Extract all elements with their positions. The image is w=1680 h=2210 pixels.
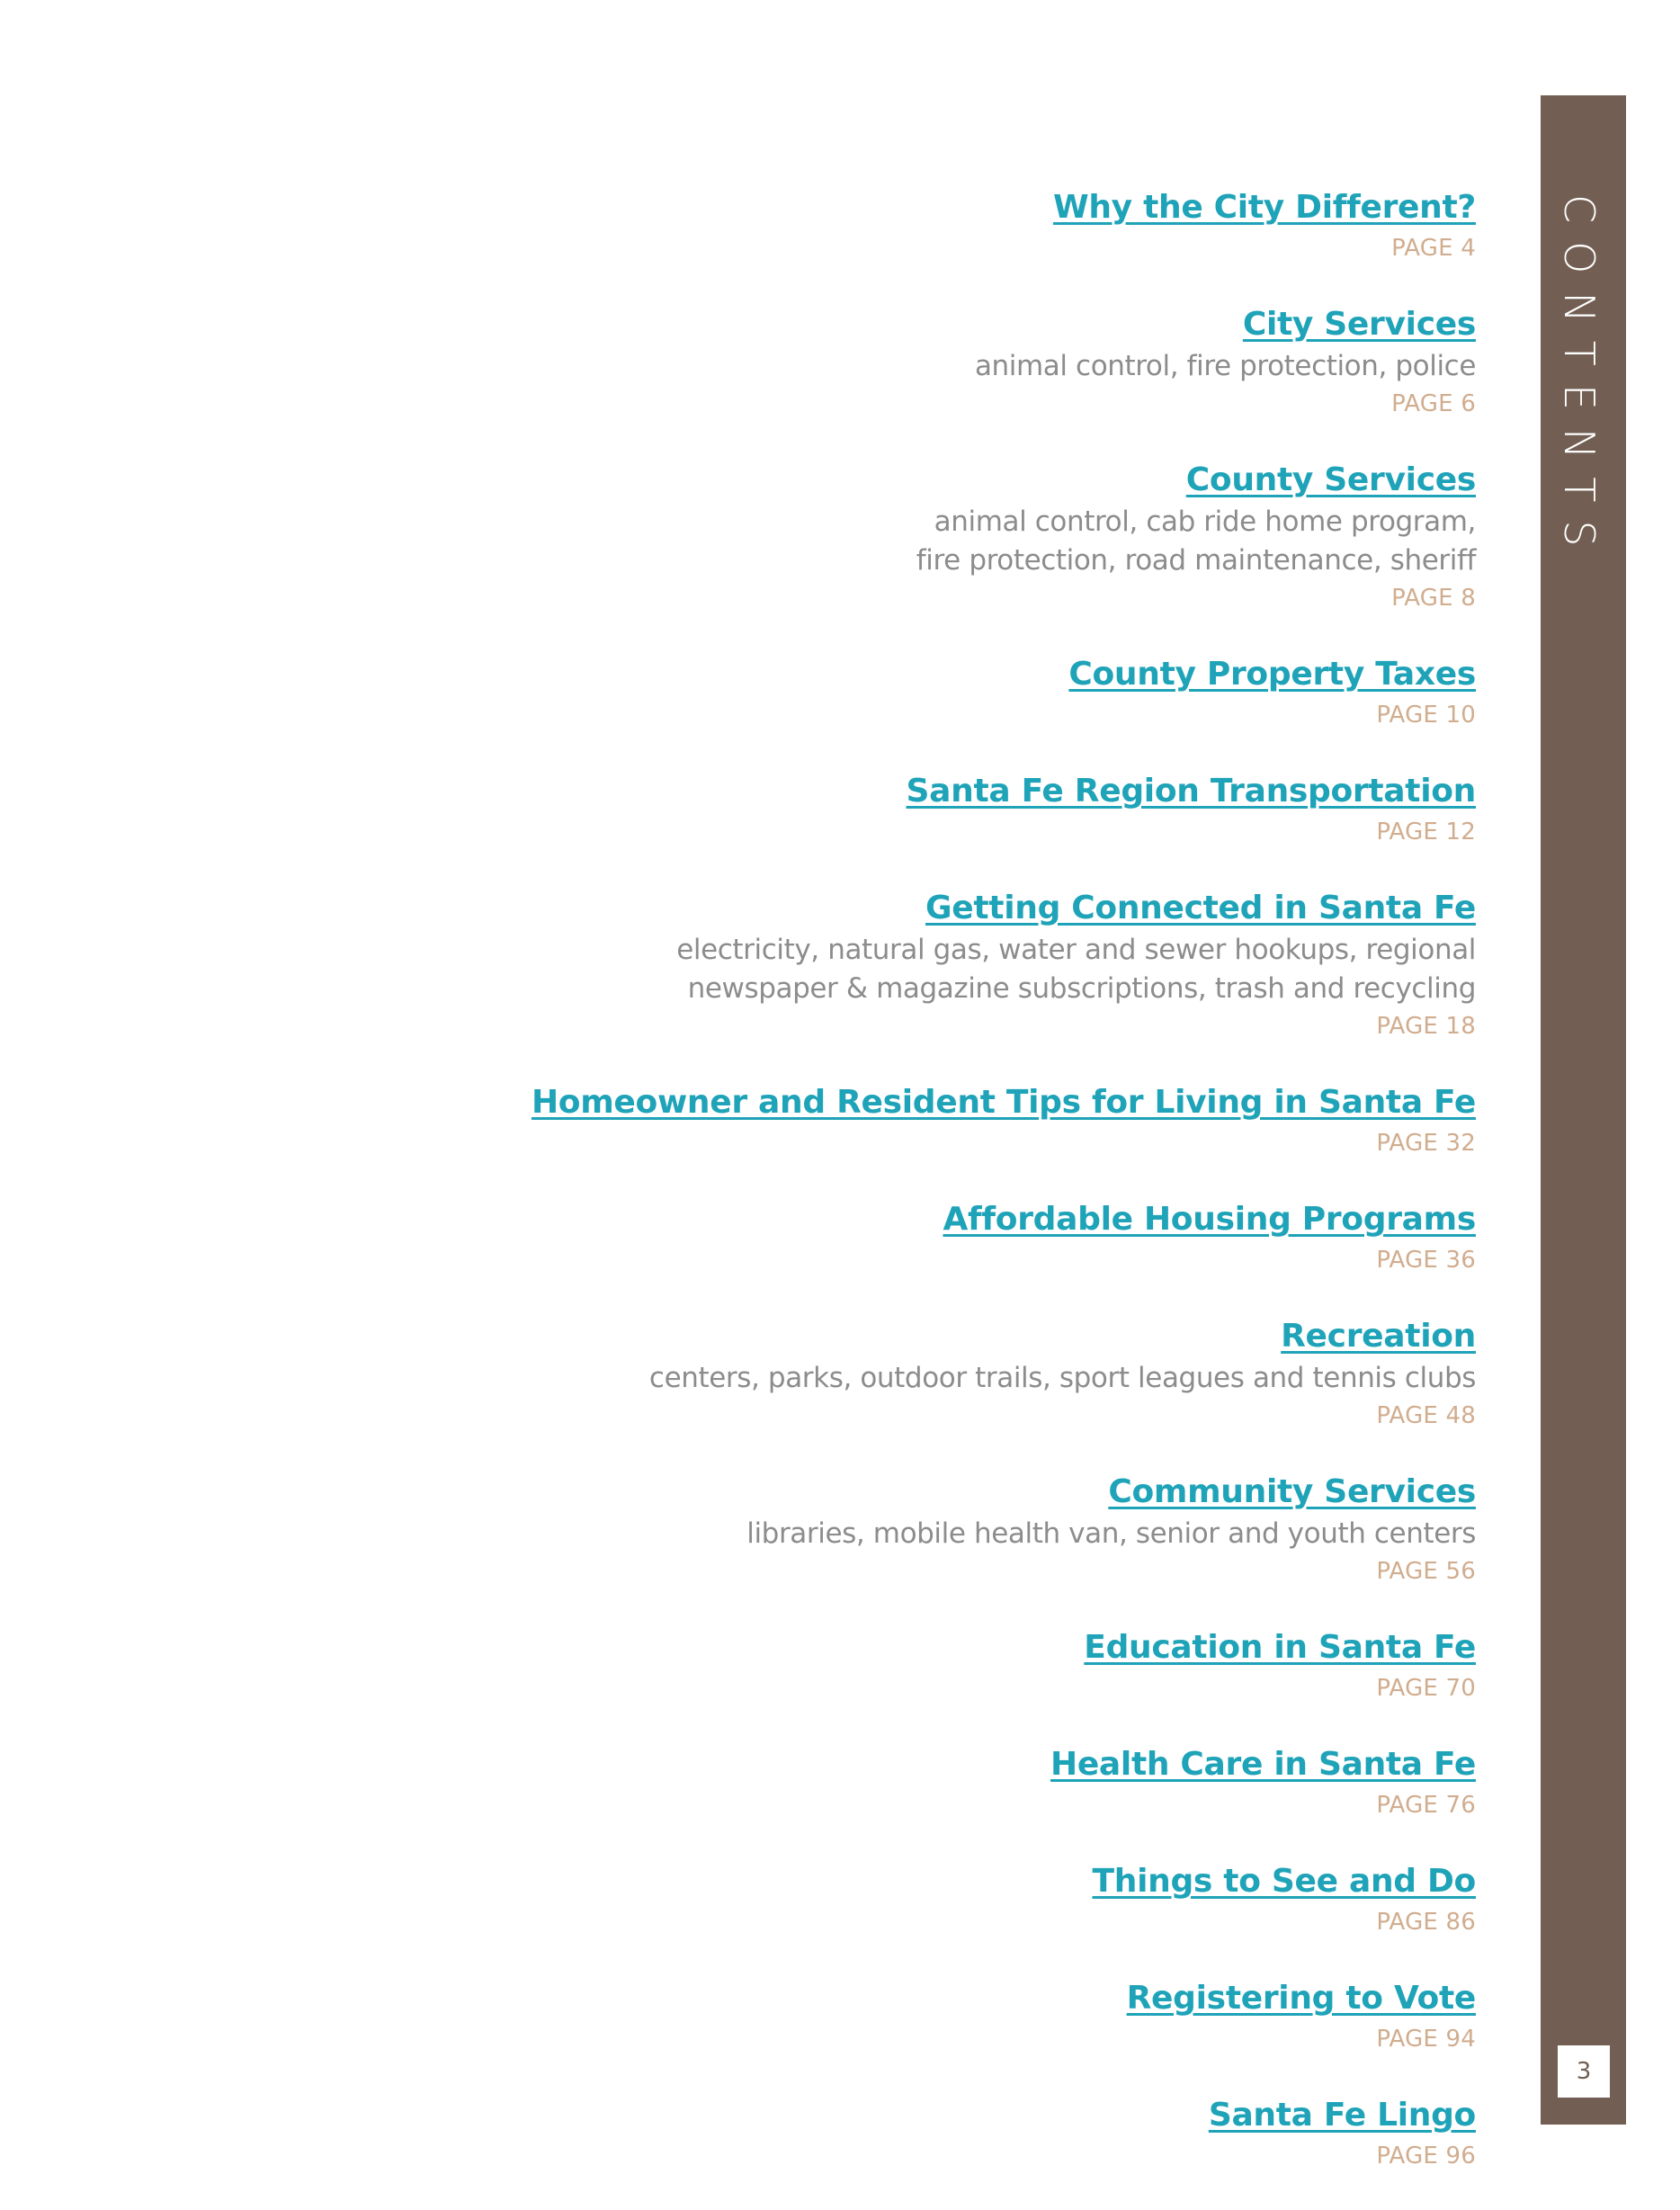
toc-link[interactable]: Santa Fe Region Transportation — [906, 773, 1476, 810]
toc-page-label: PAGE 12 — [1376, 819, 1476, 846]
toc-entry — [217, 1314, 1476, 1434]
toc-entry — [217, 1625, 1476, 1706]
toc-page-label: PAGE 18 — [1376, 1013, 1476, 1040]
toc-entry — [217, 1197, 1476, 1278]
toc-link[interactable]: County Property Taxes — [1068, 656, 1476, 693]
toc-page-label: PAGE 70 — [1376, 1675, 1476, 1702]
toc-entry — [217, 1859, 1476, 1940]
toc-entry — [217, 2093, 1476, 2174]
toc-entry — [217, 185, 1476, 266]
toc-entry — [217, 302, 1476, 422]
toc-link[interactable]: Things to See and Do — [1092, 1863, 1476, 1900]
table-of-contents — [217, 185, 1476, 2210]
toc-link[interactable]: Education in Santa Fe — [1084, 1629, 1476, 1666]
toc-page-label: PAGE 8 — [1391, 585, 1476, 612]
contents-heading: CONTENTS — [1555, 194, 1604, 565]
toc-entry — [217, 1976, 1476, 2057]
toc-description: centers, parks, outdoor trails, sport leagues and tennis clubs — [648, 1362, 1476, 1394]
toc-link[interactable]: Homeowner and Resident Tips for Living in Santa Fe — [531, 1084, 1476, 1121]
toc-description: electricity, natural gas, water and sewer hookups, regional — [676, 934, 1476, 966]
toc-page-label: PAGE 48 — [1376, 1402, 1476, 1429]
toc-link[interactable]: Recreation — [1281, 1318, 1476, 1355]
toc-entry — [217, 769, 1476, 850]
toc-link[interactable]: Registering to Vote — [1126, 1980, 1476, 2017]
toc-link[interactable]: Health Care in Santa Fe — [1050, 1746, 1476, 1783]
toc-description: fire protection, road maintenance, sheriff — [916, 544, 1476, 577]
toc-page-label: PAGE 36 — [1376, 1247, 1476, 1274]
toc-description: animal control, fire protection, police — [974, 350, 1476, 382]
toc-description: animal control, cab ride home program, — [934, 506, 1476, 538]
toc-entry — [217, 1470, 1476, 1589]
toc-entry — [217, 458, 1476, 616]
toc-entry — [217, 652, 1476, 733]
page-number: 3 — [1558, 2045, 1610, 2098]
toc-description: libraries, mobile health van, senior and youth centers — [746, 1517, 1476, 1550]
toc-link[interactable]: Why the City Different? — [1052, 189, 1476, 226]
toc-entry — [217, 886, 1476, 1044]
contents-sidebar — [1541, 95, 1626, 2125]
sidebar-title-wrapper — [1541, 194, 1626, 608]
toc-page-label: PAGE 94 — [1376, 2026, 1476, 2053]
toc-link[interactable]: Getting Connected in Santa Fe — [925, 890, 1476, 926]
toc-page-label: PAGE 76 — [1376, 1792, 1476, 1819]
toc-link[interactable]: County Services — [1185, 461, 1476, 498]
toc-page-label: PAGE 56 — [1376, 1558, 1476, 1585]
toc-entry — [217, 1742, 1476, 1823]
toc-link[interactable]: Affordable Housing Programs — [943, 1201, 1476, 1238]
toc-page-label: PAGE 32 — [1376, 1130, 1476, 1157]
toc-page-label: PAGE 4 — [1391, 235, 1476, 262]
toc-page-label: PAGE 96 — [1376, 2143, 1476, 2170]
toc-page-label: PAGE 86 — [1376, 1909, 1476, 1936]
toc-link[interactable]: Santa Fe Lingo — [1208, 2097, 1476, 2134]
toc-description: newspaper & magazine subscriptions, trash and recycling — [687, 972, 1476, 1005]
toc-page-label: PAGE 10 — [1376, 702, 1476, 729]
toc-link[interactable]: City Services — [1242, 306, 1476, 343]
toc-link[interactable]: Community Services — [1108, 1473, 1476, 1510]
toc-entry — [217, 1080, 1476, 1161]
toc-page-label: PAGE 6 — [1391, 390, 1476, 417]
